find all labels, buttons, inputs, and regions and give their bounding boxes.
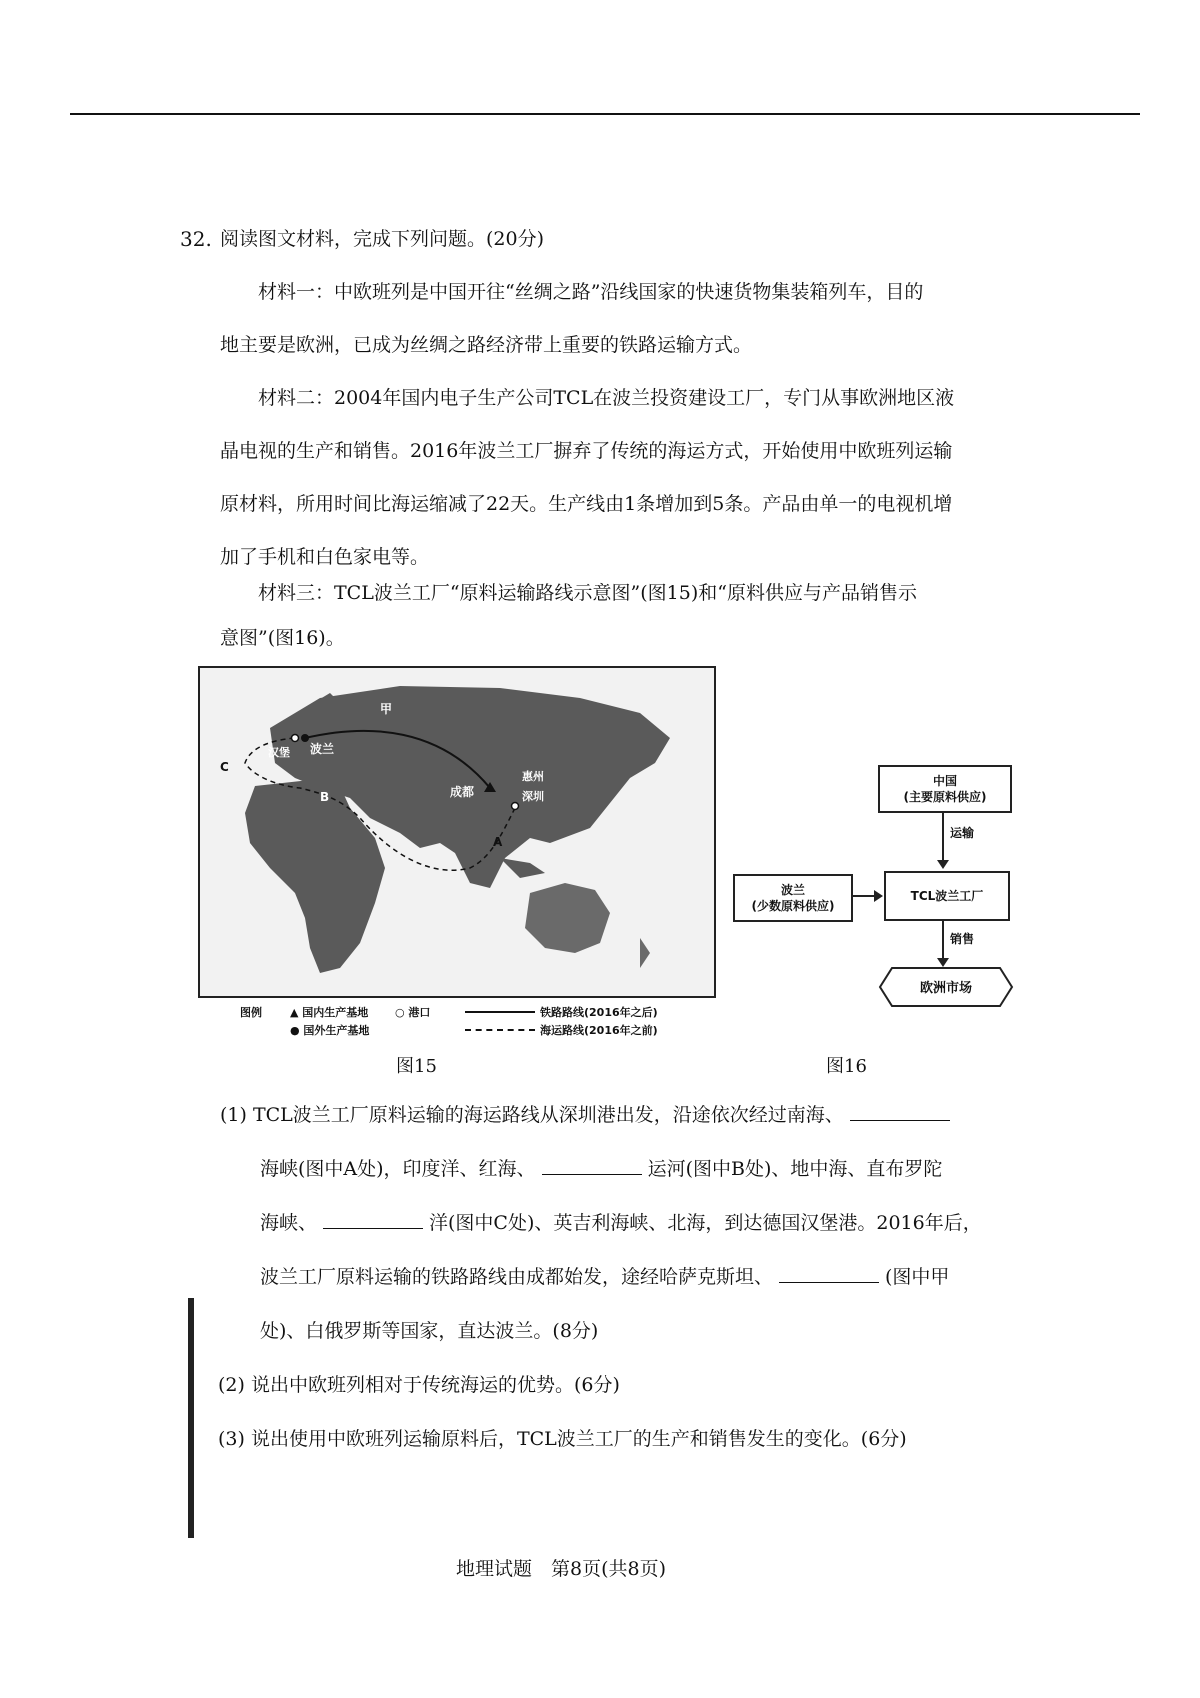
route-map-graphic [200,668,714,996]
sales-label: 销售 [950,932,975,946]
poland-supply-title: 波兰 [780,883,805,897]
material-3-line-1: 材料三：TCL波兰工厂“原料运输路线示意图”(图15)和“原料供应与产品销售示 [258,582,917,604]
q1-line-2-text-b: 运河(图中B处)、地中海、直布罗陀 [647,1158,943,1180]
q1-blank-2[interactable] [542,1160,642,1175]
header-rule [70,113,1140,115]
page-footer: 地理试题 第8页(共8页) [456,1558,667,1580]
label-chengdu: 成都 [450,785,475,799]
sales-arrow-shaft [942,919,944,961]
label-shenzhen: 深圳 [522,790,544,803]
legend-sea-swatch [465,1029,535,1031]
q1-blank-1[interactable] [850,1106,950,1121]
legend-rail-swatch [465,1011,535,1013]
legend-port: ○ 港口 [395,1006,431,1019]
q1-blank-3[interactable] [323,1214,423,1229]
poland-base-marker [301,734,309,742]
china-supply-title: 中国 [932,774,957,788]
q2-text: (2) 说出中欧班列相对于传统海运的优势。(6分) [218,1374,620,1396]
transport-arrow-shaft [942,811,944,863]
q1-line-3-text-b: 洋(图中C处)、英吉利海峡、北海，到达德国汉堡港。2016年后， [429,1212,982,1234]
legend-rail: 铁路路线(2016年之后) [540,1006,658,1019]
poland-supply-note: (少数原料供应) [751,899,835,913]
q1-line-4-text-a: 波兰工厂原料运输的铁路路线由成都始发，途经哈萨克斯坦、 [260,1266,774,1288]
label-a: A [493,835,503,849]
legend-sea: 海运路线(2016年之前) [540,1024,658,1037]
china-supply-note: (主要原料供应) [903,790,987,804]
label-huizhou: 惠州 [522,770,544,783]
q1-line-2 [260,1158,942,1180]
transport-label: 运输 [950,826,975,840]
hamburg-port-marker [292,735,299,742]
poland-supply-box [733,874,853,922]
q1-line-4-text-b: (图中甲 [885,1266,950,1288]
southeast-asia-islands [500,858,545,878]
market-diamond [878,966,1014,1008]
material-3-line-2: 意图”(图16)。 [220,627,345,649]
label-poland: 波兰 [310,742,335,756]
material-2-line-4: 加了手机和白色家电等。 [220,546,430,568]
material-1-line-1: 材料一：中欧班列是中国开往“丝绸之路”沿线国家的快速货物集装箱列车，目的 [258,281,924,303]
q1-line-1 [220,1104,956,1126]
legend-foreign-base: ● 国外生产基地 [290,1024,370,1037]
q1-line-2-text-a: 海峡(图中A处)，印度洋、红海、 [260,1158,536,1180]
figure-15-caption: 图15 [396,1056,437,1077]
label-b: B [320,790,330,804]
q1-line-5: 处)、白俄罗斯等国家，直达波兰。(8分) [260,1320,599,1342]
factory-box: TCL波兰工厂 [884,871,1010,921]
china-supply-box [878,765,1012,813]
q1-line-3-text-a: 海峡、 [260,1212,318,1234]
route-map [198,666,716,998]
market-label: 欧洲市场 [919,981,973,996]
question-prompt: 阅读图文材料，完成下列问题。(20分) [220,228,545,250]
material-1-line-2: 地主要是欧洲，已成为丝绸之路经济带上重要的铁路运输方式。 [220,334,753,356]
material-2-line-1: 材料二：2004年国内电子生产公司TCL在波兰投资建设工厂，专门从事欧洲地区液 [258,387,955,409]
label-jia: 甲 [380,702,393,716]
transport-arrow-head [937,860,949,869]
label-hamburg: 汉堡 [268,746,290,759]
q1-line-1-text: (1) TCL波兰工厂原料运输的海运路线从深圳港出发，沿途依次经过南海、 [220,1104,844,1126]
question-number: 32. [180,227,212,251]
figure-16-caption: 图16 [826,1056,867,1077]
label-c: C [220,760,229,774]
legend-domestic-base: ▲ 国内生产基地 [290,1006,369,1019]
q1-blank-4[interactable] [779,1268,879,1283]
material-2-line-3: 原材料，所用时间比海运缩减了22天。生产线由1条增加到5条。产品由单一的电视机增 [220,493,953,515]
poland-arrow-head [874,890,883,902]
margin-bar [188,1298,194,1538]
material-2-line-2: 晶电视的生产和销售。2016年波兰工厂摒弃了传统的海运方式，开始使用中欧班列运输 [220,440,953,462]
q1-line-3 [260,1212,982,1234]
shenzhen-port-marker [512,803,519,810]
q1-line-4 [260,1266,949,1288]
new-zealand-landmass [640,938,650,968]
q3-text: (3) 说出使用中欧班列运输原料后，TCL波兰工厂的生产和销售发生的变化。(6分) [218,1428,907,1450]
legend-title: 图例 [240,1006,262,1019]
australia-landmass [525,883,610,953]
